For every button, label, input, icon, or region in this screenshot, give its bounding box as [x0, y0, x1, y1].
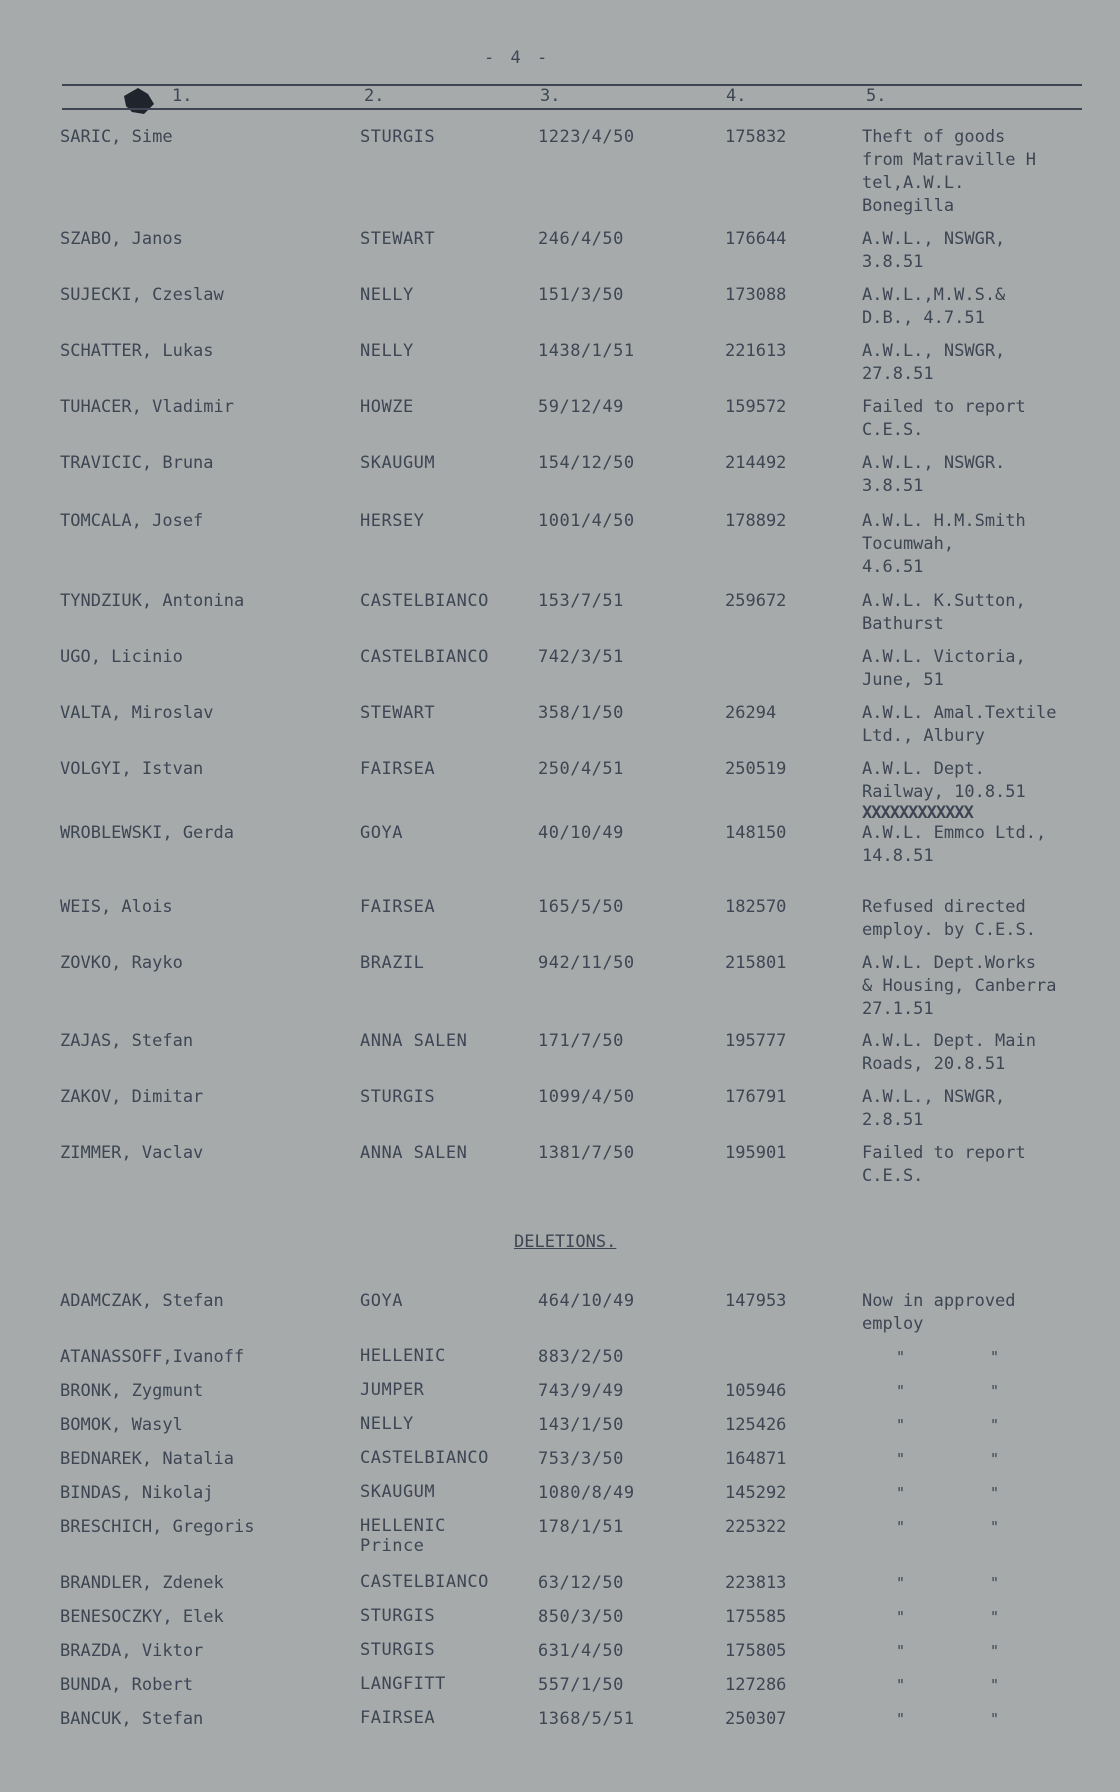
person-name: VALTA, Miroslav — [60, 703, 214, 723]
person-name: ADAMCZAK, Stefan — [60, 1291, 224, 1311]
ship-name: ANNA SALEN — [360, 1031, 468, 1051]
person-name: BEDNAREK, Natalia — [60, 1449, 234, 1469]
id-number: 182570 — [725, 897, 787, 917]
column-header-4: 4. — [726, 86, 747, 106]
id-number: 214492 — [725, 453, 787, 473]
remarks: A.W.L. H.M.Smith Tocumwah, 4.6.51 — [862, 511, 1026, 577]
reference-number: 178/1/51 — [538, 1517, 624, 1537]
ditto-mark: " — [990, 1348, 1000, 1366]
reference-number: 743/9/49 — [538, 1381, 624, 1401]
remarks: A.W.L. Dept. Railway, 10.8.51 — [862, 759, 1026, 802]
id-number: 173088 — [725, 285, 787, 305]
reference-number: 1223/4/50 — [538, 127, 635, 147]
person-name: BOMOK, Wasyl — [60, 1415, 183, 1435]
ditto-mark: " — [896, 1416, 906, 1434]
reference-number: 1368/5/51 — [538, 1709, 635, 1729]
person-name: BUNDA, Robert — [60, 1675, 194, 1695]
id-number: 147953 — [725, 1291, 787, 1311]
ship-name: STEWART — [360, 229, 436, 249]
reference-number: 1438/1/51 — [538, 341, 635, 361]
reference-number: 631/4/50 — [538, 1641, 624, 1661]
column-header-1: 1. — [172, 86, 193, 106]
person-name: BINDAS, Nikolaj — [60, 1483, 214, 1503]
id-number: 178892 — [725, 511, 787, 531]
ship-name: NELLY — [360, 285, 414, 305]
reference-number: 143/1/50 — [538, 1415, 624, 1435]
id-number: 159572 — [725, 397, 787, 417]
remarks: Failed to report C.E.S. — [862, 1143, 1026, 1186]
remarks: Theft of goods from Matraville H tel,A.W.L. Bonegilla — [862, 127, 1036, 216]
person-name: BENESOCZKY, Elek — [60, 1607, 224, 1627]
person-name: ZIMMER, Vaclav — [60, 1143, 204, 1163]
reference-number: 1099/4/50 — [538, 1087, 635, 1107]
ship-name: LANGFITT — [360, 1674, 446, 1694]
id-number: 215801 — [725, 953, 787, 973]
ditto-mark: " — [896, 1382, 906, 1400]
reference-number: 464/10/49 — [538, 1291, 635, 1311]
deletions-heading: DELETIONS. — [514, 1232, 617, 1252]
id-number: 195777 — [725, 1031, 787, 1051]
reference-number: 165/5/50 — [538, 897, 624, 917]
person-name: UGO, Licinio — [60, 647, 183, 667]
id-number: 225322 — [725, 1517, 787, 1537]
ship-name: GOYA — [360, 823, 403, 843]
reference-number: 59/12/49 — [538, 397, 624, 417]
header-rule-bottom — [62, 108, 1082, 110]
ditto-mark: " — [990, 1710, 1000, 1728]
remarks: Failed to report C.E.S. — [862, 397, 1026, 440]
id-number: 145292 — [725, 1483, 787, 1503]
reference-number: 753/3/50 — [538, 1449, 624, 1469]
ship-name: HOWZE — [360, 397, 414, 417]
ship-name: CASTELBIANCO — [360, 1572, 489, 1592]
column-header-3: 3. — [540, 86, 561, 106]
ship-name: HERSEY — [360, 511, 425, 531]
reference-number: 40/10/49 — [538, 823, 624, 843]
person-name: SUJECKI, Czeslaw — [60, 285, 224, 305]
reference-number: 250/4/51 — [538, 759, 624, 779]
remarks: A.W.L. Dept.Works & Housing, Canberra 27.1.51 — [862, 953, 1057, 1019]
id-number: 223813 — [725, 1573, 787, 1593]
ship-name: HELLENIC — [360, 1346, 446, 1366]
ship-name: STURGIS — [360, 1606, 436, 1626]
id-number: 175585 — [725, 1607, 787, 1627]
person-name: ZAKOV, Dimitar — [60, 1087, 204, 1107]
remarks: A.W.L. Dept. Main Roads, 20.8.51 — [862, 1031, 1036, 1074]
remarks: A.W.L. K.Sutton, Bathurst — [862, 591, 1026, 634]
person-name: VOLGYI, Istvan — [60, 759, 204, 779]
reference-number: 850/3/50 — [538, 1607, 624, 1627]
reference-number: 1381/7/50 — [538, 1143, 635, 1163]
ship-name: STURGIS — [360, 1640, 436, 1660]
ditto-mark: " — [990, 1416, 1000, 1434]
reference-number: 246/4/50 — [538, 229, 624, 249]
reference-number: 557/1/50 — [538, 1675, 624, 1695]
page-number: - 4 - — [484, 48, 551, 68]
person-name: BANCUK, Stefan — [60, 1709, 204, 1729]
remarks: A.W.L., NSWGR. 3.8.51 — [862, 453, 1006, 496]
ditto-mark: " — [990, 1518, 1000, 1536]
ditto-mark: " — [896, 1608, 906, 1626]
person-name: SARIC, Sime — [60, 127, 173, 147]
remarks: A.W.L., NSWGR, 2.8.51 — [862, 1087, 1006, 1130]
header-rule-top — [62, 84, 1082, 86]
person-name: SCHATTER, Lukas — [60, 341, 214, 361]
ditto-mark: " — [896, 1710, 906, 1728]
ship-name: FAIRSEA — [360, 1708, 436, 1728]
ditto-mark: " — [896, 1642, 906, 1660]
ship-name: CASTELBIANCO — [360, 647, 489, 667]
ink-blot-mark — [118, 84, 158, 124]
remarks: Now in approved employ — [862, 1291, 1016, 1334]
column-header-5: 5. — [866, 86, 887, 106]
id-number: 125426 — [725, 1415, 787, 1435]
person-name: TOMCALA, Josef — [60, 511, 204, 531]
person-name: SZABO, Janos — [60, 229, 183, 249]
ship-name: HELLENIC Prince — [360, 1516, 446, 1556]
ship-name: NELLY — [360, 341, 414, 361]
reference-number: 358/1/50 — [538, 703, 624, 723]
id-number: 148150 — [725, 823, 787, 843]
ship-name: STURGIS — [360, 127, 436, 147]
id-number: 105946 — [725, 1381, 787, 1401]
person-name: TYNDZIUK, Antonina — [60, 591, 245, 611]
reference-number: 883/2/50 — [538, 1347, 624, 1367]
id-number: 250307 — [725, 1709, 787, 1729]
person-name: BRANDLER, Zdenek — [60, 1573, 224, 1593]
id-number: 127286 — [725, 1675, 787, 1695]
id-number: 176791 — [725, 1087, 787, 1107]
ship-name: CASTELBIANCO — [360, 1448, 489, 1468]
ditto-mark: " — [990, 1484, 1000, 1502]
person-name: TUHACER, Vladimir — [60, 397, 234, 417]
ditto-mark: " — [896, 1348, 906, 1366]
ship-name: CASTELBIANCO — [360, 591, 489, 611]
id-number: 26294 — [725, 703, 777, 723]
reference-number: 154/12/50 — [538, 453, 635, 473]
remarks: A.W.L. Emmco Ltd., 14.8.51 — [862, 823, 1047, 866]
remarks: A.W.L. Amal.Textile Ltd., Albury — [862, 703, 1057, 746]
ship-name: SKAUGUM — [360, 1482, 436, 1502]
remarks: A.W.L., NSWGR, 27.8.51 — [862, 341, 1006, 384]
remarks: A.W.L., NSWGR, 3.8.51 — [862, 229, 1006, 272]
ship-name: NELLY — [360, 1414, 414, 1434]
reference-number: 171/7/50 — [538, 1031, 624, 1051]
reference-number: 742/3/51 — [538, 647, 624, 667]
struck-out-text: XXXXXXXXXXXX — [862, 803, 973, 823]
ditto-mark: " — [990, 1676, 1000, 1694]
reference-number: 153/7/51 — [538, 591, 624, 611]
ditto-mark: " — [990, 1382, 1000, 1400]
person-name: BRONK, Zygmunt — [60, 1381, 204, 1401]
ditto-mark: " — [990, 1574, 1000, 1592]
id-number: 221613 — [725, 341, 787, 361]
ditto-mark: " — [896, 1450, 906, 1468]
ship-name: GOYA — [360, 1291, 403, 1311]
ship-name: BRAZIL — [360, 953, 425, 973]
reference-number: 1080/8/49 — [538, 1483, 635, 1503]
reference-number: 63/12/50 — [538, 1573, 624, 1593]
ditto-mark: " — [896, 1676, 906, 1694]
ship-name: SKAUGUM — [360, 453, 436, 473]
person-name: WROBLEWSKI, Gerda — [60, 823, 234, 843]
person-name: ZOVKO, Rayko — [60, 953, 183, 973]
ship-name: STURGIS — [360, 1087, 436, 1107]
ship-name: FAIRSEA — [360, 897, 436, 917]
ditto-mark: " — [990, 1608, 1000, 1626]
ditto-mark: " — [896, 1484, 906, 1502]
reference-number: 942/11/50 — [538, 953, 635, 973]
id-number: 175832 — [725, 127, 787, 147]
reference-number: 1001/4/50 — [538, 511, 635, 531]
ditto-mark: " — [896, 1574, 906, 1592]
id-number: 195901 — [725, 1143, 787, 1163]
ship-name: STEWART — [360, 703, 436, 723]
id-number: 176644 — [725, 229, 787, 249]
ship-name: JUMPER — [360, 1380, 425, 1400]
column-header-2: 2. — [364, 86, 385, 106]
ditto-mark: " — [896, 1518, 906, 1536]
ship-name: FAIRSEA — [360, 759, 436, 779]
remarks: A.W.L.,M.W.S.& D.B., 4.7.51 — [862, 285, 1006, 328]
id-number: 259672 — [725, 591, 787, 611]
remarks: A.W.L. Victoria, June, 51 — [862, 647, 1026, 690]
id-number: 175805 — [725, 1641, 787, 1661]
ship-name: ANNA SALEN — [360, 1143, 468, 1163]
person-name: BRESCHICH, Gregoris — [60, 1517, 255, 1537]
id-number: 250519 — [725, 759, 787, 779]
remarks: Refused directed employ. by C.E.S. — [862, 897, 1036, 940]
reference-number: 151/3/50 — [538, 285, 624, 305]
person-name: ZAJAS, Stefan — [60, 1031, 194, 1051]
person-name: TRAVICIC, Bruna — [60, 453, 214, 473]
id-number: 164871 — [725, 1449, 787, 1469]
ditto-mark: " — [990, 1450, 1000, 1468]
person-name: ATANASSOFF,Ivanoff — [60, 1347, 245, 1367]
person-name: WEIS, Alois — [60, 897, 173, 917]
ditto-mark: " — [990, 1642, 1000, 1660]
person-name: BRAZDA, Viktor — [60, 1641, 204, 1661]
